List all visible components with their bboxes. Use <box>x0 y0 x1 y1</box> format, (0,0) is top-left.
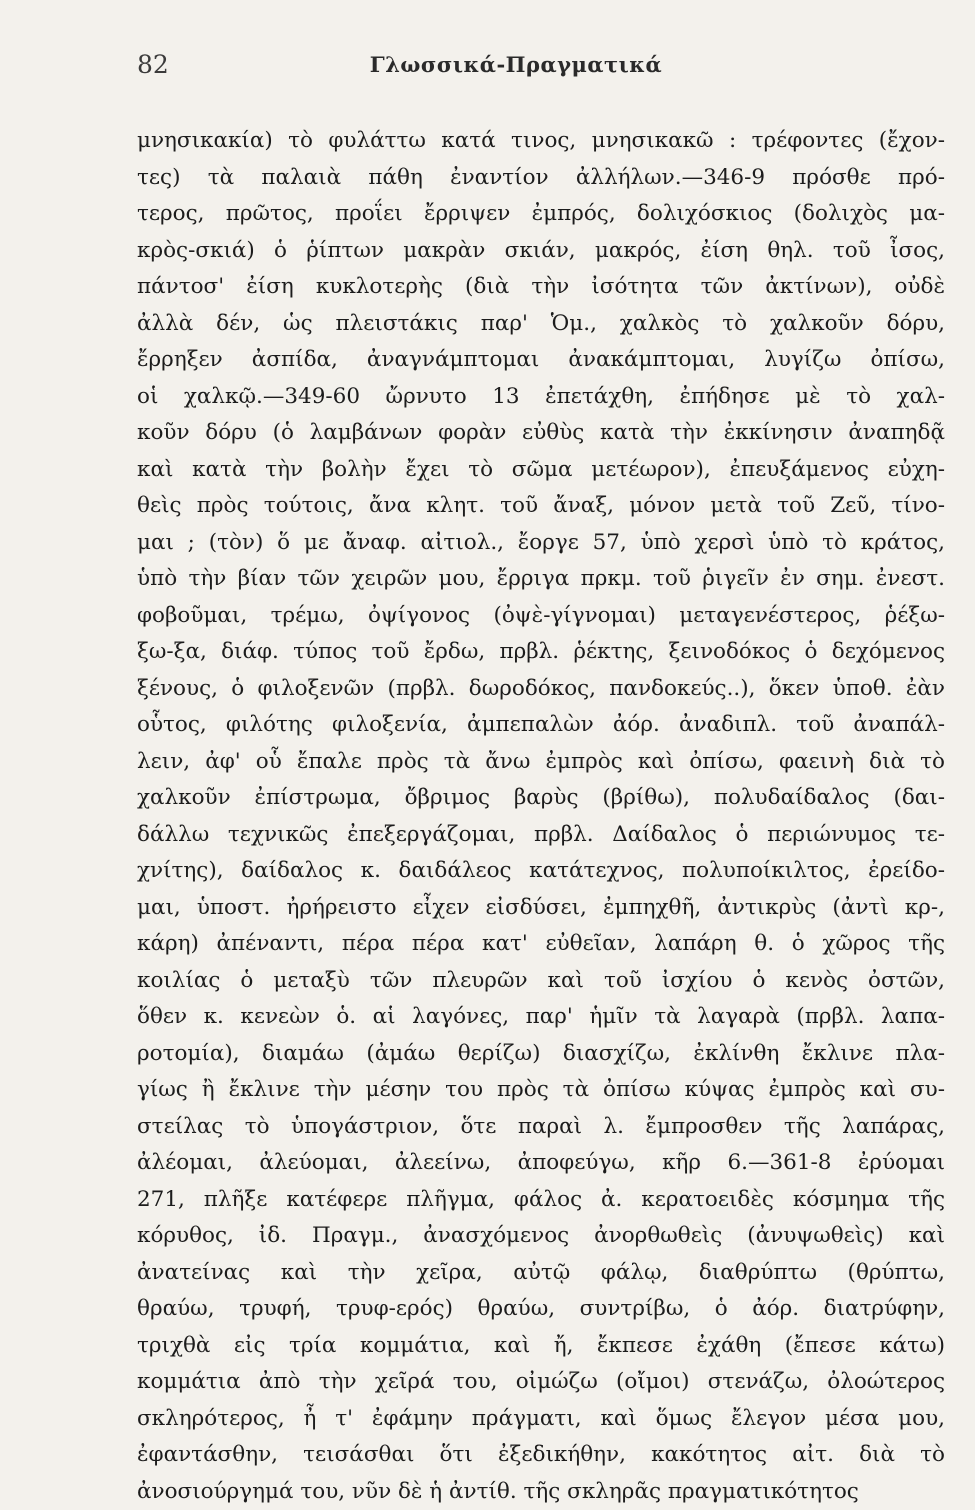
text-line: οὗτος, φιλότης φιλοξενία, ἀμπεπαλὼν ἀόρ. ἀναδιπλ. τοῦ ἀναπάλ- <box>137 707 945 744</box>
text-line: μνησικακία) τὸ φυλάττω κατά τινος, μνησικακῶ : τρέφοντες (ἔχον- <box>137 123 945 160</box>
text-line: κόρυθος, ἰδ. Πραγμ., ἀνασχόμενος ἀνορθωθεὶς (ἀνυψωθεὶς) καὶ <box>137 1218 945 1255</box>
text-line: σκληρότερος, ἦ τ' ἐφάμην πράγματι, καὶ ὅμως ἔλεγον μέσα μου, <box>137 1401 945 1438</box>
text-line: τριχθὰ εἰς τρία κομμάτια, καὶ ἤ, ἔκπεσε ἐχάθη (ἔπεσε κάτω) <box>137 1328 945 1365</box>
text-line: τες) τὰ παλαιὰ πάθη ἐναντίον ἀλλήλων.—346-9 πρόσθε πρό- <box>137 160 945 197</box>
text-line: κομμάτια ἀπὸ τὴν χεῖρά του, οἰμώζω (οἴμοι) στενάζω, ὀλοώτερος <box>137 1364 945 1401</box>
text-line: 271, πλῆξε κατέφερε πλῆγμα, φάλος ἀ. κερατοειδὲς κόσμημα τῆς <box>137 1182 945 1219</box>
text-line: τερος, πρῶτος, προΐει ἔρριψεν ἐμπρός, δολιχόσκιος (δολιχὸς μα- <box>137 196 945 233</box>
text-line: ξω-ξα, διάφ. τύπος τοῦ ἔρδω, πρβλ. ῥέκτης, ξεινοδόκος ὁ δεχόμενος <box>137 634 945 671</box>
text-line: οἱ χαλκῷ.—349-60 ὤρνυτο 13 ἐπετάχθη, ἐπήδησε μὲ τὸ χαλ- <box>137 379 945 416</box>
text-line: δάλλω τεχνικῶς ἐπεξεργάζομαι, πρβλ. Δαίδαλος ὁ περιώνυμος τε- <box>137 817 945 854</box>
running-title: Γλωσσικά-Πραγματικά <box>137 52 895 77</box>
text-line: χνίτης), δαίδαλος κ. δαιδάλεος κατάτεχνος, πολυποίκιλτος, ἐρείδο- <box>137 853 945 890</box>
text-line: χαλκοῦν ἐπίστρωμα, ὄβριμος βαρὺς (βρίθω), πολυδαίδαλος (δαι- <box>137 780 945 817</box>
page-header <box>137 50 895 90</box>
commentary-text <box>137 123 945 1510</box>
text-line: κρὸς-σκιά) ὁ ῥίπτων μακρὰν σκιάν, μακρός, ἐίση θηλ. τοῦ ἶσος, <box>137 233 945 270</box>
text-line: λειν, ἀφ' οὗ ἔπαλε πρὸς τὰ ἄνω ἐμπρὸς καὶ ὀπίσω, φαεινὴ διὰ τὸ <box>137 744 945 781</box>
text-line: καὶ κατὰ τὴν βολὴν ἔχει τὸ σῶμα μετέωρον), ἐπευξάμενος εὐχη- <box>137 452 945 489</box>
page-number: 82 <box>137 50 169 79</box>
text-line: μαι, ὑποστ. ἠρήρειστο εἶχεν εἰσδύσει, ἐμπηχθῆ, ἀντικρὺς (ἀντὶ κρ-, <box>137 890 945 927</box>
text-line: ὅθεν κ. κενεὼν ὁ. αἱ λαγόνες, παρ' ἡμῖν τὰ λαγαρὰ (πρβλ. λαπα- <box>137 999 945 1036</box>
text-line: ἐφαντάσθην, τεισάσθαι ὅτι ἐξεδικήθην, κακότητος αἰτ. διὰ τὸ <box>137 1437 945 1474</box>
text-line: θεὶς πρὸς τούτοις, ἄνα κλητ. τοῦ ἄναξ, μόνον μετὰ τοῦ Ζεῦ, τίνο- <box>137 488 945 525</box>
text-line: μαι ; (τὸν) ὅ με ἄναφ. αἰτιολ., ἔοργε 57, ὑπὸ χερσὶ ὑπὸ τὸ κράτος, <box>137 525 945 562</box>
text-line: ξένους, ὁ φιλοξενῶν (πρβλ. δωροδόκος, πανδοκεύς..), ὅκεν ὑποθ. ἐὰν <box>137 671 945 708</box>
text-line: πάντοσ' ἐίση κυκλοτερὴς (διὰ τὴν ἰσότητα τῶν ἀκτίνων), οὐδὲ <box>137 269 945 306</box>
text-line: κοιλίας ὁ μεταξὺ τῶν πλευρῶν καὶ τοῦ ἰσχίου ὁ κενὸς ὀστῶν, <box>137 963 945 1000</box>
text-line: ἔρρηξεν ἀσπίδα, ἀναγνάμπτομαι ἀνακάμπτομαι, λυγίζω ὀπίσω, <box>137 342 945 379</box>
text-line: θραύω, τρυφή, τρυφ-ερός) θραύω, συντρίβω, ὁ ἀόρ. διατρύφην, <box>137 1291 945 1328</box>
text-line: ροτομία), διαμάω (ἀμάω θερίζω) διασχίζω, ἐκλίνθη ἔκλινε πλα- <box>137 1036 945 1073</box>
text-line: στείλας τὸ ὑπογάστριον, ὅτε παραὶ λ. ἔμπροσθεν τῆς λαπάρας, <box>137 1109 945 1146</box>
text-line: ἀνοσιούργημά του, νῦν δὲ ἡ ἀντίθ. τῆς σκληρᾶς πραγματικότητος <box>137 1474 945 1510</box>
text-line: ἀνατείνας καὶ τὴν χεῖρα, αὐτῷ φάλῳ, διαθρύπτω (θρύπτω, <box>137 1255 945 1292</box>
text-line: ἀλέομαι, ἀλεύομαι, ἀλεείνω, ἀποφεύγω, κῆρ 6.—361-8 ἐρύομαι <box>137 1145 945 1182</box>
text-line: ὑπὸ τὴν βίαν τῶν χειρῶν μου, ἔρριγα πρκμ. τοῦ ῥιγεῖν ἐν σημ. ἐνεστ. <box>137 561 945 598</box>
text-line: γίως ἢ ἔκλινε τὴν μέσην του πρὸς τὰ ὀπίσω κύψας ἐμπρὸς καὶ συ- <box>137 1072 945 1109</box>
text-line: κοῦν δόρυ (ὁ λαμβάνων φορὰν εὐθὺς κατὰ τὴν ἐκκίνησιν ἀναπηδᾷ <box>137 415 945 452</box>
text-line: ἀλλὰ δέν, ὡς πλειστάκις παρ' Ὁμ., χαλκὸς τὸ χαλκοῦν δόρυ, <box>137 306 945 343</box>
text-line: φοβοῦμαι, τρέμω, ὀψίγονος (ὀψὲ-γίγνομαι) μεταγενέστερος, ῥέξω- <box>137 598 945 635</box>
text-line: κάρη) ἀπέναντι, πέρα πέρα κατ' εὐθεῖαν, λαπάρη θ. ὁ χῶρος τῆς <box>137 926 945 963</box>
